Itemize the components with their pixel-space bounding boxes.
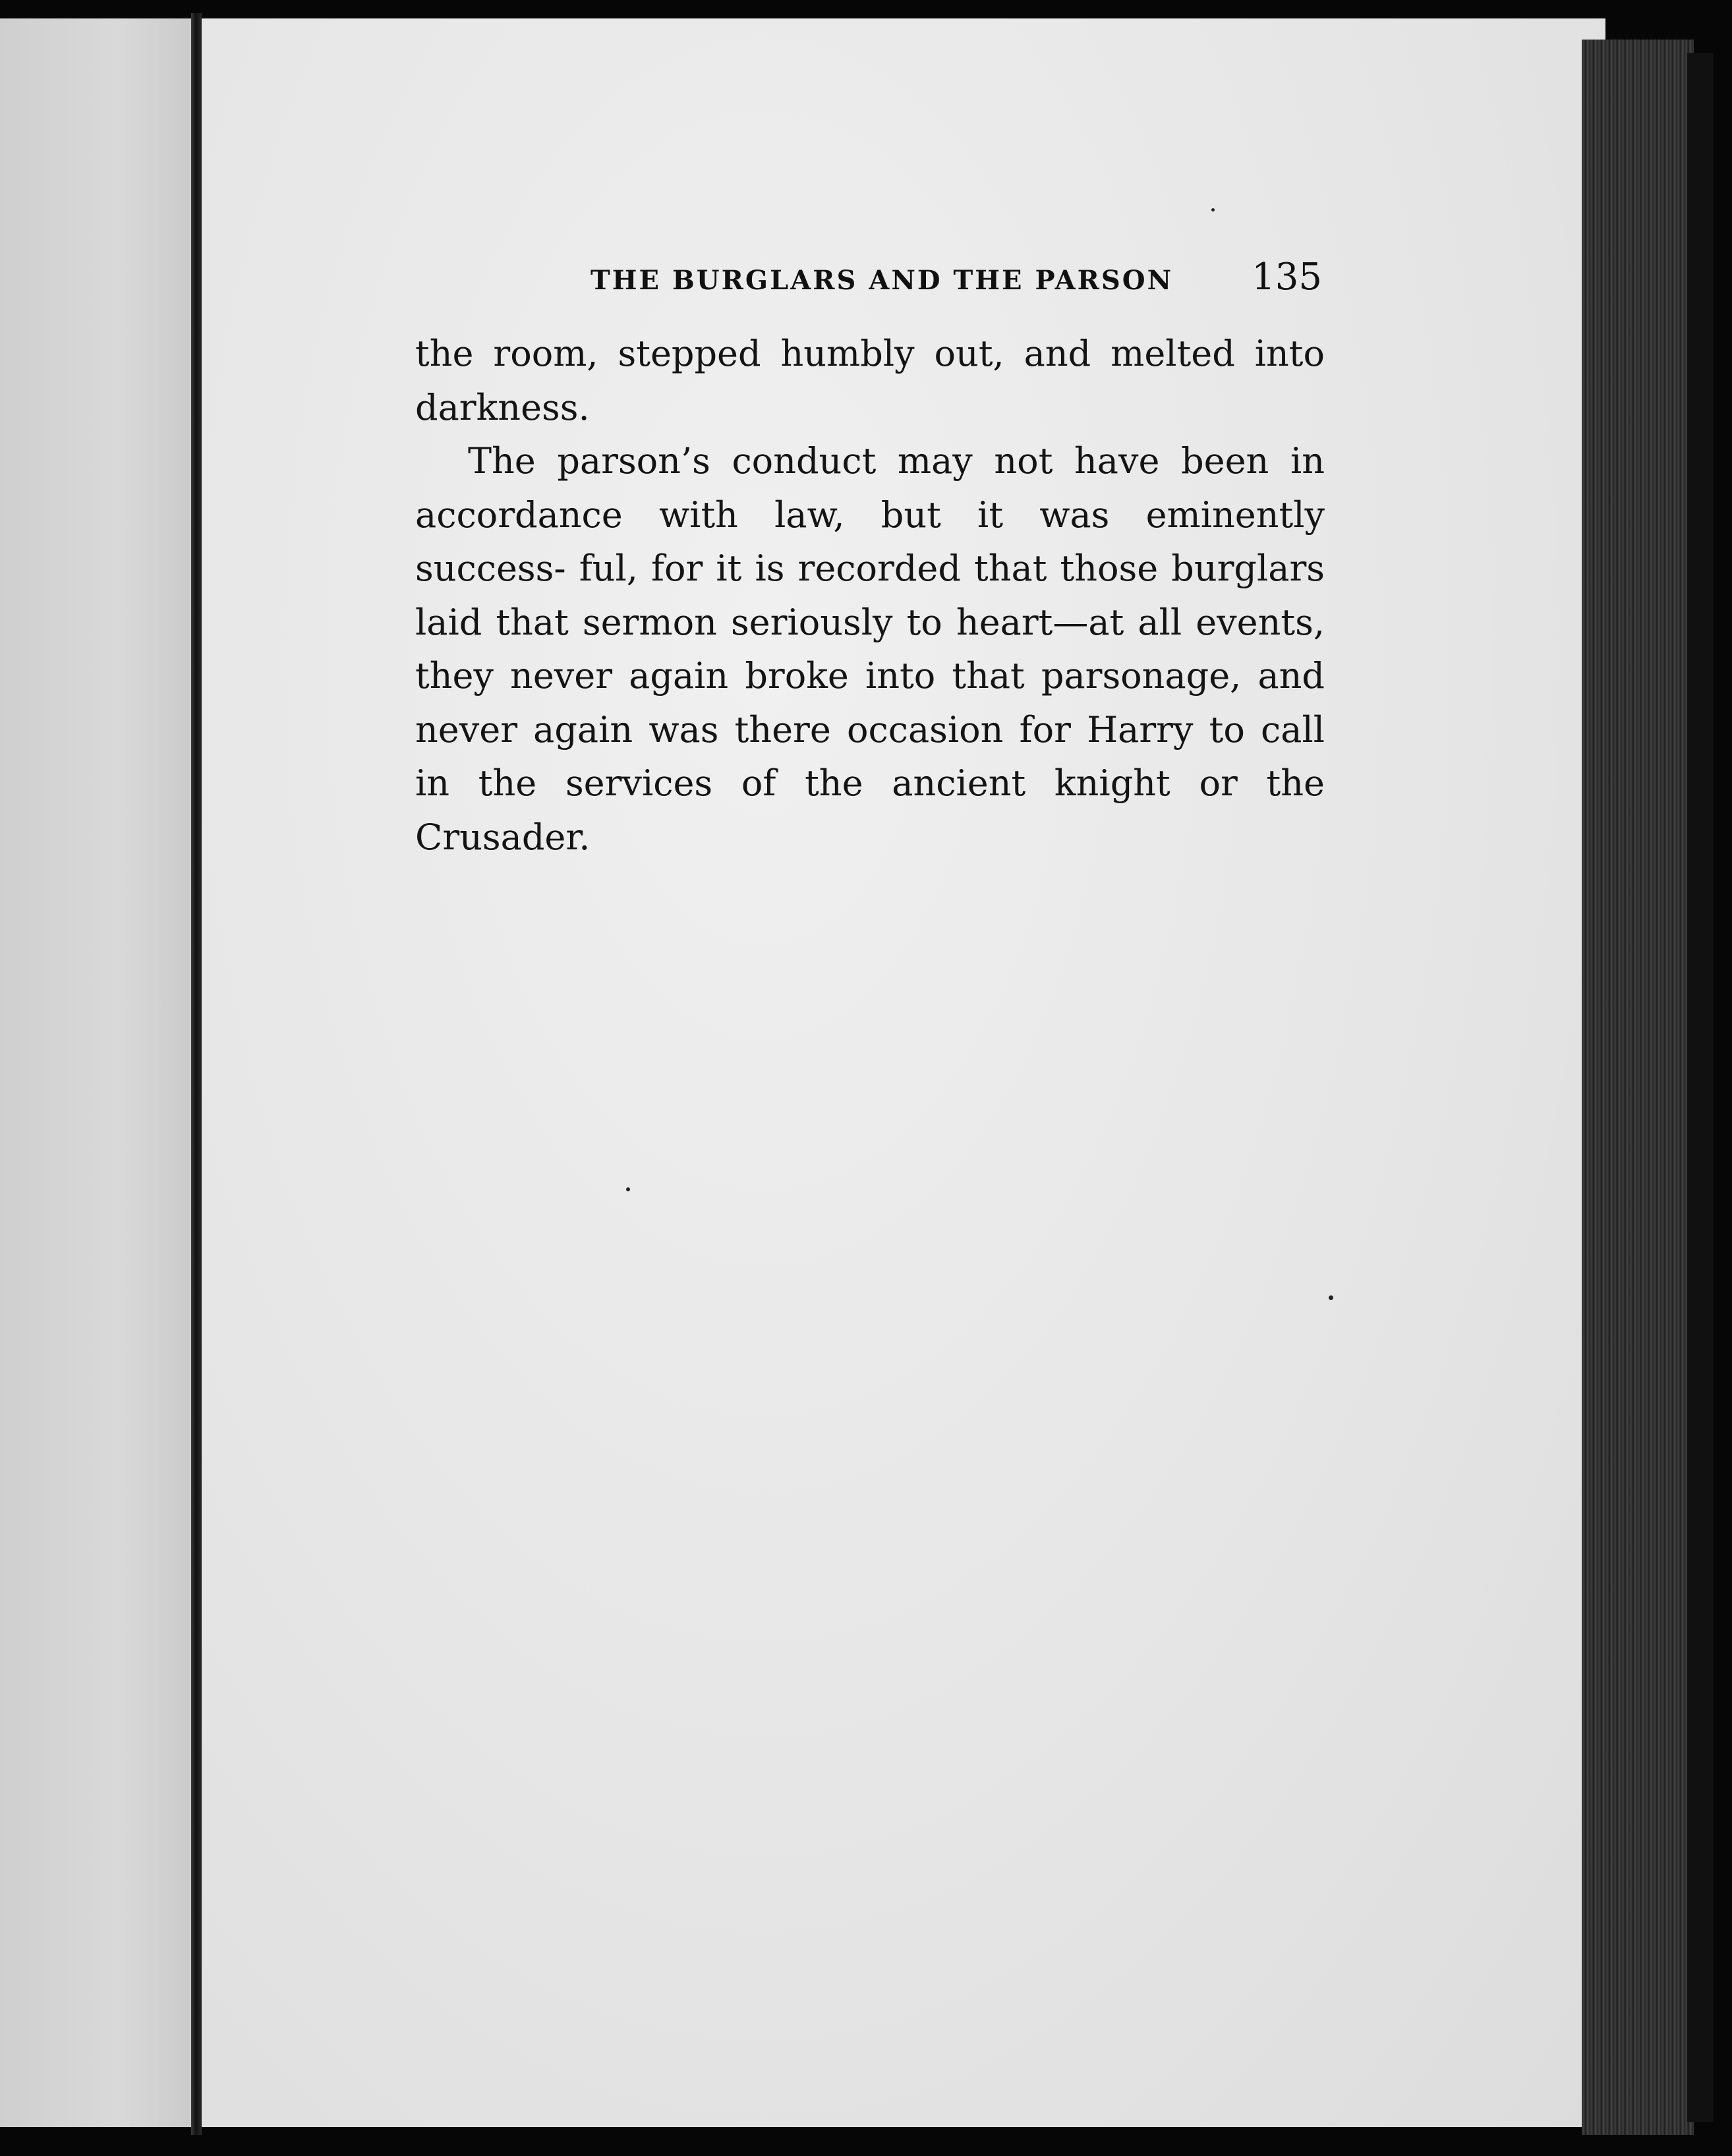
- running-head: [591, 256, 1335, 302]
- paragraph-continued: the room, stepped humbly out, and melted into darkness.: [415, 333, 1325, 428]
- body-text: [415, 327, 1325, 864]
- dust-speck: [626, 1187, 630, 1191]
- previous-page-edge: [0, 18, 196, 2127]
- binding-gutter: [191, 13, 202, 2135]
- book-cover-edge: [1687, 53, 1714, 2122]
- paragraph: The parson’s conduct may not have been in accordance with law, but it was eminently success- ful, for it is recorded that those burglars laid that sermon seriously to heart—at all events, they never again broke into that parsonage, and never again was there occasion for Harry to call in the services of the ancient knight or the Crusader.: [415, 440, 1325, 858]
- dust-speck: [1211, 208, 1215, 212]
- page-number: 135: [1252, 256, 1322, 298]
- dust-speck: [1329, 1295, 1333, 1300]
- stacked-page-edges: [1582, 40, 1694, 2135]
- running-title: THE BURGLARS AND THE PARSON: [591, 265, 1174, 296]
